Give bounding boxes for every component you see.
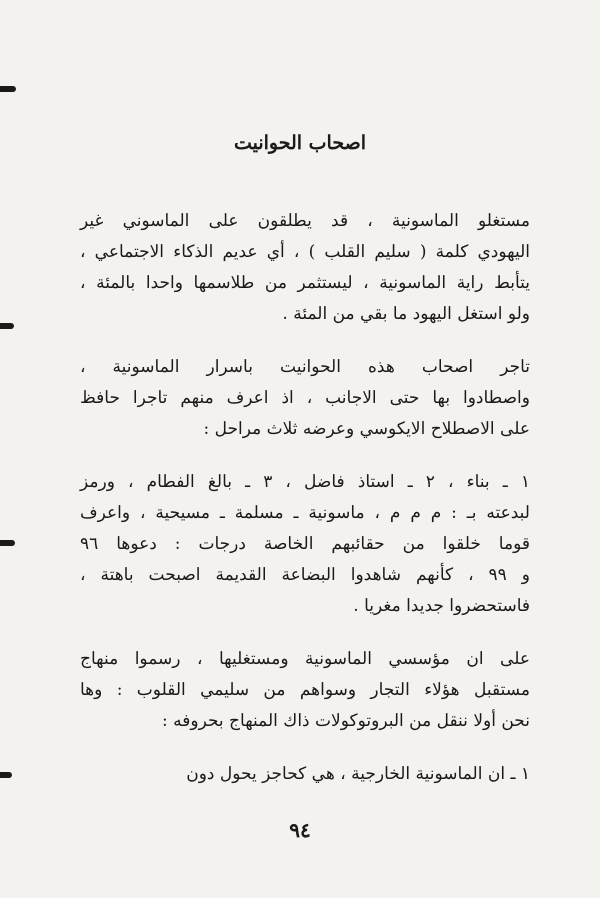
text-line: على ان مؤسسي الماسونية ومستغليها ، رسموا منهاج — [80, 649, 530, 669]
text-line: ١ ـ ان الماسونية الخارجية ، هي كحاجز يحول دون — [186, 764, 530, 784]
text-line: على الاصطلاح الايكوسي وعرضه ثلاث مراحل : — [203, 419, 530, 439]
text-line: قوما خلقوا من حقائبهم الخاصة درجات : دعوها ٩٦ — [80, 534, 530, 554]
text-line: و ٩٩ ، كأنهم شاهدوا البضاعة القديمة اصبحت باهتة ، — [80, 565, 530, 585]
text-line: نحن أولا ننقل من البروتوكولات ذاك المنهاج بحروفه : — [161, 711, 530, 731]
page-number: ٩٤ — [289, 818, 311, 842]
left-edge-mark — [0, 772, 12, 778]
left-edge-mark — [0, 323, 14, 329]
paragraph — [80, 352, 530, 445]
text-line: تاجر اصحاب هذه الحوانيت باسرار الماسونية ، — [80, 357, 530, 377]
text-line: مستقبل هؤلاء التجار وسواهم من سليمي القلوب : وها — [80, 680, 530, 700]
paragraph — [80, 467, 530, 622]
paragraph — [80, 644, 530, 737]
text-line: يتأبط راية الماسونية ، ليستثمر من طلاسمها واحدا بالمئة ، — [80, 273, 530, 293]
text-line: ولو استغل اليهود ما بقي من المئة . — [282, 304, 530, 324]
paragraph — [80, 759, 530, 790]
body-text — [80, 206, 530, 812]
text-line: فاستحضروا جديدا مغريا . — [353, 596, 530, 616]
left-edge-mark — [0, 86, 16, 92]
text-line: اليهودي كلمة ( سليم القلب ) ، أي عديم الذكاء الاجتماعي ، — [80, 242, 530, 262]
chapter-heading: اصحاب الحوانيت — [233, 132, 367, 154]
paragraph — [80, 206, 530, 330]
left-edge-mark — [0, 540, 15, 546]
text-line: مستغلو الماسونية ، قد يطلقون على الماسوني غير — [80, 211, 530, 231]
text-line: لبدعته بـ : م م م ، ماسونية ـ مسلمة ـ مسيحية ، واعرف — [80, 503, 530, 523]
text-line: واصطادوا بها حتى الاجانب ، اذ اعرف منهم تاجرا حافظ — [80, 388, 530, 408]
text-line: ١ ـ بناء ، ٢ ـ استاذ فاضل ، ٣ ـ بالغ الفطام ، ورمز — [80, 472, 530, 492]
